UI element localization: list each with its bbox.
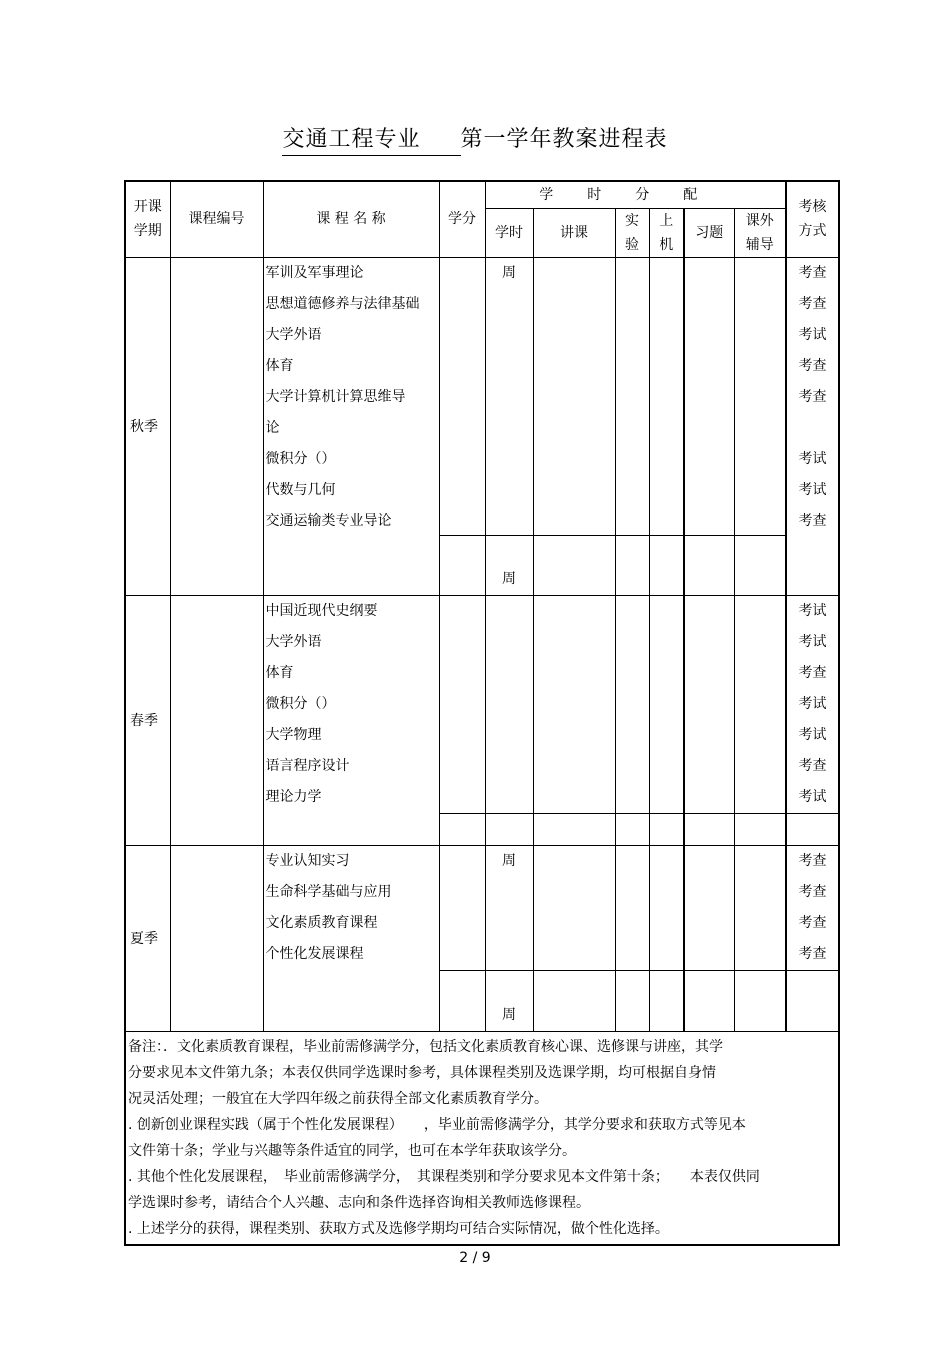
course-name: 大学计算机计算思维导	[265, 388, 406, 405]
autumn-exercise	[684, 257, 734, 535]
spring-hours-total	[485, 813, 533, 845]
summer-hours: 周	[485, 845, 533, 970]
header-lecture: 讲课	[533, 208, 615, 257]
remark-line: . 创新创业课程实践（属于个性化发展课程） ，毕业前需修满学分，其学分要求和获取方式等见本	[128, 1116, 746, 1133]
autumn-hours: 周	[485, 257, 533, 535]
remark-line: 学选课时参考，请结合个人兴趣、志向和条件选择咨询相关教师选修课程。	[128, 1194, 590, 1211]
autumn-exercise-total	[684, 535, 734, 595]
autumn-code-cell	[170, 257, 263, 595]
autumn-credit-total	[439, 535, 485, 595]
header-exercise: 习题	[684, 208, 734, 257]
assessment-type: 考查	[798, 883, 827, 900]
assessment-type: 考查	[798, 664, 827, 681]
summer-tutoring-total	[734, 970, 786, 1031]
title-rest: 第一学年教案进程表	[460, 127, 668, 152]
title-major: 交通工程专业	[282, 125, 460, 156]
summer-lab-total	[615, 970, 649, 1031]
spring-computer	[649, 595, 684, 813]
spring-credit-total	[439, 813, 485, 845]
assessment-type: 考试	[798, 602, 827, 619]
spring-lab	[615, 595, 649, 813]
spring-computer-total	[649, 813, 684, 845]
assessment-type: 考试	[798, 726, 827, 743]
summer-lecture-total	[533, 970, 615, 1031]
spring-tutoring	[734, 595, 786, 813]
course-name: 理论力学	[265, 788, 322, 805]
summer-code-cell	[170, 845, 263, 1031]
assessment-type	[787, 413, 838, 444]
assessment-type: 考查	[798, 264, 827, 281]
remarks	[125, 1031, 839, 1245]
header-hours: 学时	[485, 208, 533, 257]
spring-code-cell	[170, 595, 263, 845]
summer-lecture	[533, 845, 615, 970]
header-computer: 上机	[649, 208, 684, 257]
assessment-type: 考查	[798, 852, 827, 869]
header-semester: 开课学期	[125, 181, 170, 257]
course-name: 专业认知实习	[265, 852, 350, 869]
course-name: 代数与几何	[265, 481, 336, 498]
page-title	[0, 125, 950, 156]
assessment-type: 考试	[798, 450, 827, 467]
spring-tutoring-total	[734, 813, 786, 845]
remark-line: 分要求见本文件第九条；本表仅供同学选课时参考，具体课程类别及选课学期，均可根据自身情	[128, 1064, 716, 1081]
spring-lecture-total	[533, 813, 615, 845]
page-number: 2 / 9	[459, 1250, 491, 1266]
assessment-type: 考查	[798, 512, 827, 529]
autumn-computer	[649, 257, 684, 535]
autumn-credit	[439, 257, 485, 535]
assessment-type: 考查	[798, 388, 827, 405]
autumn-hours-total: 周	[485, 535, 533, 595]
header-assessment: 考核方式	[786, 181, 839, 257]
assessment-type: 考试	[798, 481, 827, 498]
summer-computer	[649, 845, 684, 970]
summer-exercise-total	[684, 970, 734, 1031]
autumn-tutoring	[734, 257, 786, 535]
autumn-tutoring-total	[734, 535, 786, 595]
course-name: 大学外语	[265, 633, 322, 650]
spring-exercise-total	[684, 813, 734, 845]
course-name: 大学物理	[265, 726, 322, 743]
assessment-type: 考查	[798, 357, 827, 374]
assessment-type: 考查	[798, 945, 827, 962]
summer-exercise	[684, 845, 734, 970]
spring-hours	[485, 595, 533, 813]
summer-tutoring	[734, 845, 786, 970]
autumn-lab-total	[615, 535, 649, 595]
summer-hours-total: 周	[485, 970, 533, 1031]
semester-summer: 夏季	[125, 845, 170, 1031]
remark-line: 备注：．文化素质教育课程，毕业前需修满学分，包括文化素质教育核心课、选修课与讲座，其学	[128, 1038, 723, 1055]
autumn-lab	[615, 257, 649, 535]
assessment-type: 考试	[798, 788, 827, 805]
assessment-type: 考试	[798, 695, 827, 712]
assessment-type: 考试	[798, 326, 827, 343]
course-name: 论	[265, 419, 280, 436]
spring-lecture	[533, 595, 615, 813]
course-name: 语言程序设计	[265, 757, 350, 774]
spring-course-list	[263, 595, 439, 845]
spring-assessment-total	[786, 813, 839, 845]
autumn-assessment-list	[786, 257, 839, 595]
autumn-computer-total	[649, 535, 684, 595]
course-name: 大学外语	[265, 326, 322, 343]
autumn-course-list	[263, 257, 439, 595]
header-tutoring: 课外辅导	[734, 208, 786, 257]
course-name: 微积分（）	[265, 695, 336, 712]
assessment-type: 考查	[798, 295, 827, 312]
course-name: 文化素质教育课程	[265, 914, 378, 931]
summer-assessment-total	[786, 970, 839, 1031]
spring-credit	[439, 595, 485, 813]
autumn-lecture-total	[533, 535, 615, 595]
header-credit: 学分	[439, 181, 485, 257]
course-name: 思想道德修养与法律基础	[265, 295, 420, 312]
course-name: 交通运输类专业导论	[265, 512, 392, 529]
assessment-type: 考查	[798, 757, 827, 774]
summer-credit	[439, 845, 485, 970]
course-name: 体育	[265, 357, 294, 374]
autumn-lecture	[533, 257, 615, 535]
summer-computer-total	[649, 970, 684, 1031]
header-name: 课 程 名 称	[263, 181, 439, 257]
course-name: 军训及军事理论	[265, 264, 364, 281]
summer-lab	[615, 845, 649, 970]
assessment-type: 考查	[798, 914, 827, 931]
semester-spring: 春季	[125, 595, 170, 845]
remark-line: 文件第十条；学业与兴趣等条件适宜的同学，也可在本学年获取该学分。	[128, 1142, 576, 1159]
course-name: 体育	[265, 664, 294, 681]
course-name: 微积分（）	[265, 450, 336, 467]
assessment-type: 考试	[798, 633, 827, 650]
course-name: 中国近现代史纲要	[265, 602, 378, 619]
remark-line: . 上述学分的获得，课程类别、获取方式及选修学期均可结合实际情况，做个性化选择。	[128, 1220, 669, 1237]
course-name: 生命科学基础与应用	[265, 883, 392, 900]
remark-line: 况灵活处理；一般宜在大学四年级之前获得全部文化素质教育学分。	[128, 1090, 548, 1107]
summer-credit-total	[439, 970, 485, 1031]
course-name: 个性化发展课程	[265, 945, 364, 962]
summer-assessment-list	[786, 845, 839, 970]
summer-course-list	[263, 845, 439, 1031]
header-hours-group: 学时分配	[485, 181, 786, 208]
course-schedule-table	[124, 180, 840, 1246]
remark-line: . 其他个性化发展课程， 毕业前需修满学分， 其课程类别和学分要求见本文件第十条； 本表仅供同	[128, 1168, 760, 1185]
header-code: 课程编号	[170, 181, 263, 257]
spring-lab-total	[615, 813, 649, 845]
spring-assessment-list	[786, 595, 839, 813]
header-lab: 实验	[615, 208, 649, 257]
spring-exercise	[684, 595, 734, 813]
semester-autumn: 秋季	[125, 257, 170, 595]
